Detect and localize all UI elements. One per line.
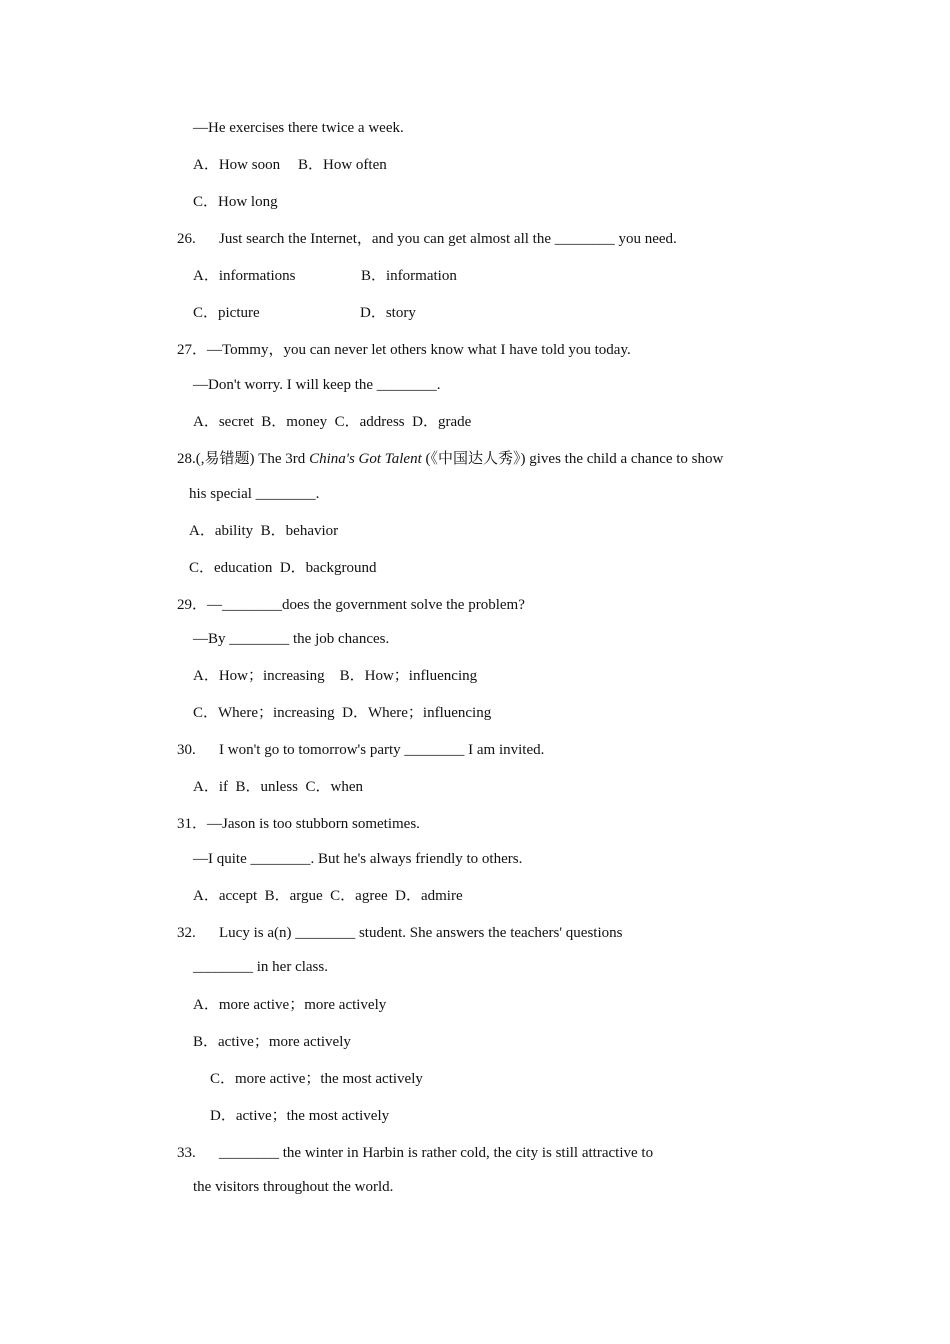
q30-options: A．if B．unless C．when [193,779,363,795]
q26-option-b: B．information [361,268,457,284]
q25-option-a: A．How soon [193,157,281,173]
q26-option-d: D．story [360,305,416,321]
q29-response: —By ________ the job chances. [193,631,390,647]
q27-options: A．secret B．money C．address D．grade [193,414,472,430]
q28-options-ab: A．ability B．behavior [189,523,339,539]
q31-response: —I quite ________. But he's always friendly to others. [193,851,523,867]
q32-option-a: A．more active；more actively [193,997,387,1013]
q32-option-d: D．active；the most actively [210,1108,390,1124]
q29-text: 29．—________does the government solve the problem? [177,597,525,613]
q30-number: 30. [177,742,196,758]
q33-text-cont: the visitors throughout the world. [193,1179,394,1195]
q26-text: Just search the Internet，and you can get almost all the ________ you need. [219,231,677,247]
q26-option-a: A．informations [193,268,296,284]
q31-options: A．accept B．argue C．agree D．admire [193,888,463,904]
q28-options-cd: C．education D．background [189,560,377,576]
q29-options-cd: C．Where；increasing D．Where；influencing [193,705,492,721]
q33-text: ________ the winter in Harbin is rather cold, the city is still attractive to [219,1145,654,1161]
q27-text: 27．—Tommy，you can never let others know what I have told you today. [177,342,631,358]
q25-option-b: B．How often [298,157,387,173]
q28-text-cont: his special ________. [189,486,320,502]
q28-text [177,450,723,468]
q25-option-c: C．How long [193,194,278,210]
q29-options-ab: A．How；increasing B．How；influencing [193,668,478,684]
q26-number: 26. [177,231,196,247]
q32-text: Lucy is a(n) ________ student. She answers the teachers' questions [219,925,623,941]
q32-number: 32. [177,925,196,941]
q28-text-post: (《中国达人秀》) gives the child a chance to show [421,451,724,467]
q31-text: 31．—Jason is too stubborn sometimes. [177,816,420,832]
q28-text-pre: 28.(,易错题) The 3rd [177,451,310,467]
q30-text: I won't go to tomorrow's party ________ I am invited. [219,742,545,758]
q33-number: 33. [177,1145,196,1161]
q27-response: —Don't worry. I will keep the ________. [193,377,441,393]
q32-option-c: C．more active；the most actively [210,1071,423,1087]
q32-option-b: B．active；more actively [193,1034,351,1050]
q26-option-c: C．picture [193,305,260,321]
q25-response: —He exercises there twice a week. [193,120,404,136]
q28-show-title: China's Got Talent [309,451,422,467]
q32-text-cont: ________ in her class. [193,959,328,975]
